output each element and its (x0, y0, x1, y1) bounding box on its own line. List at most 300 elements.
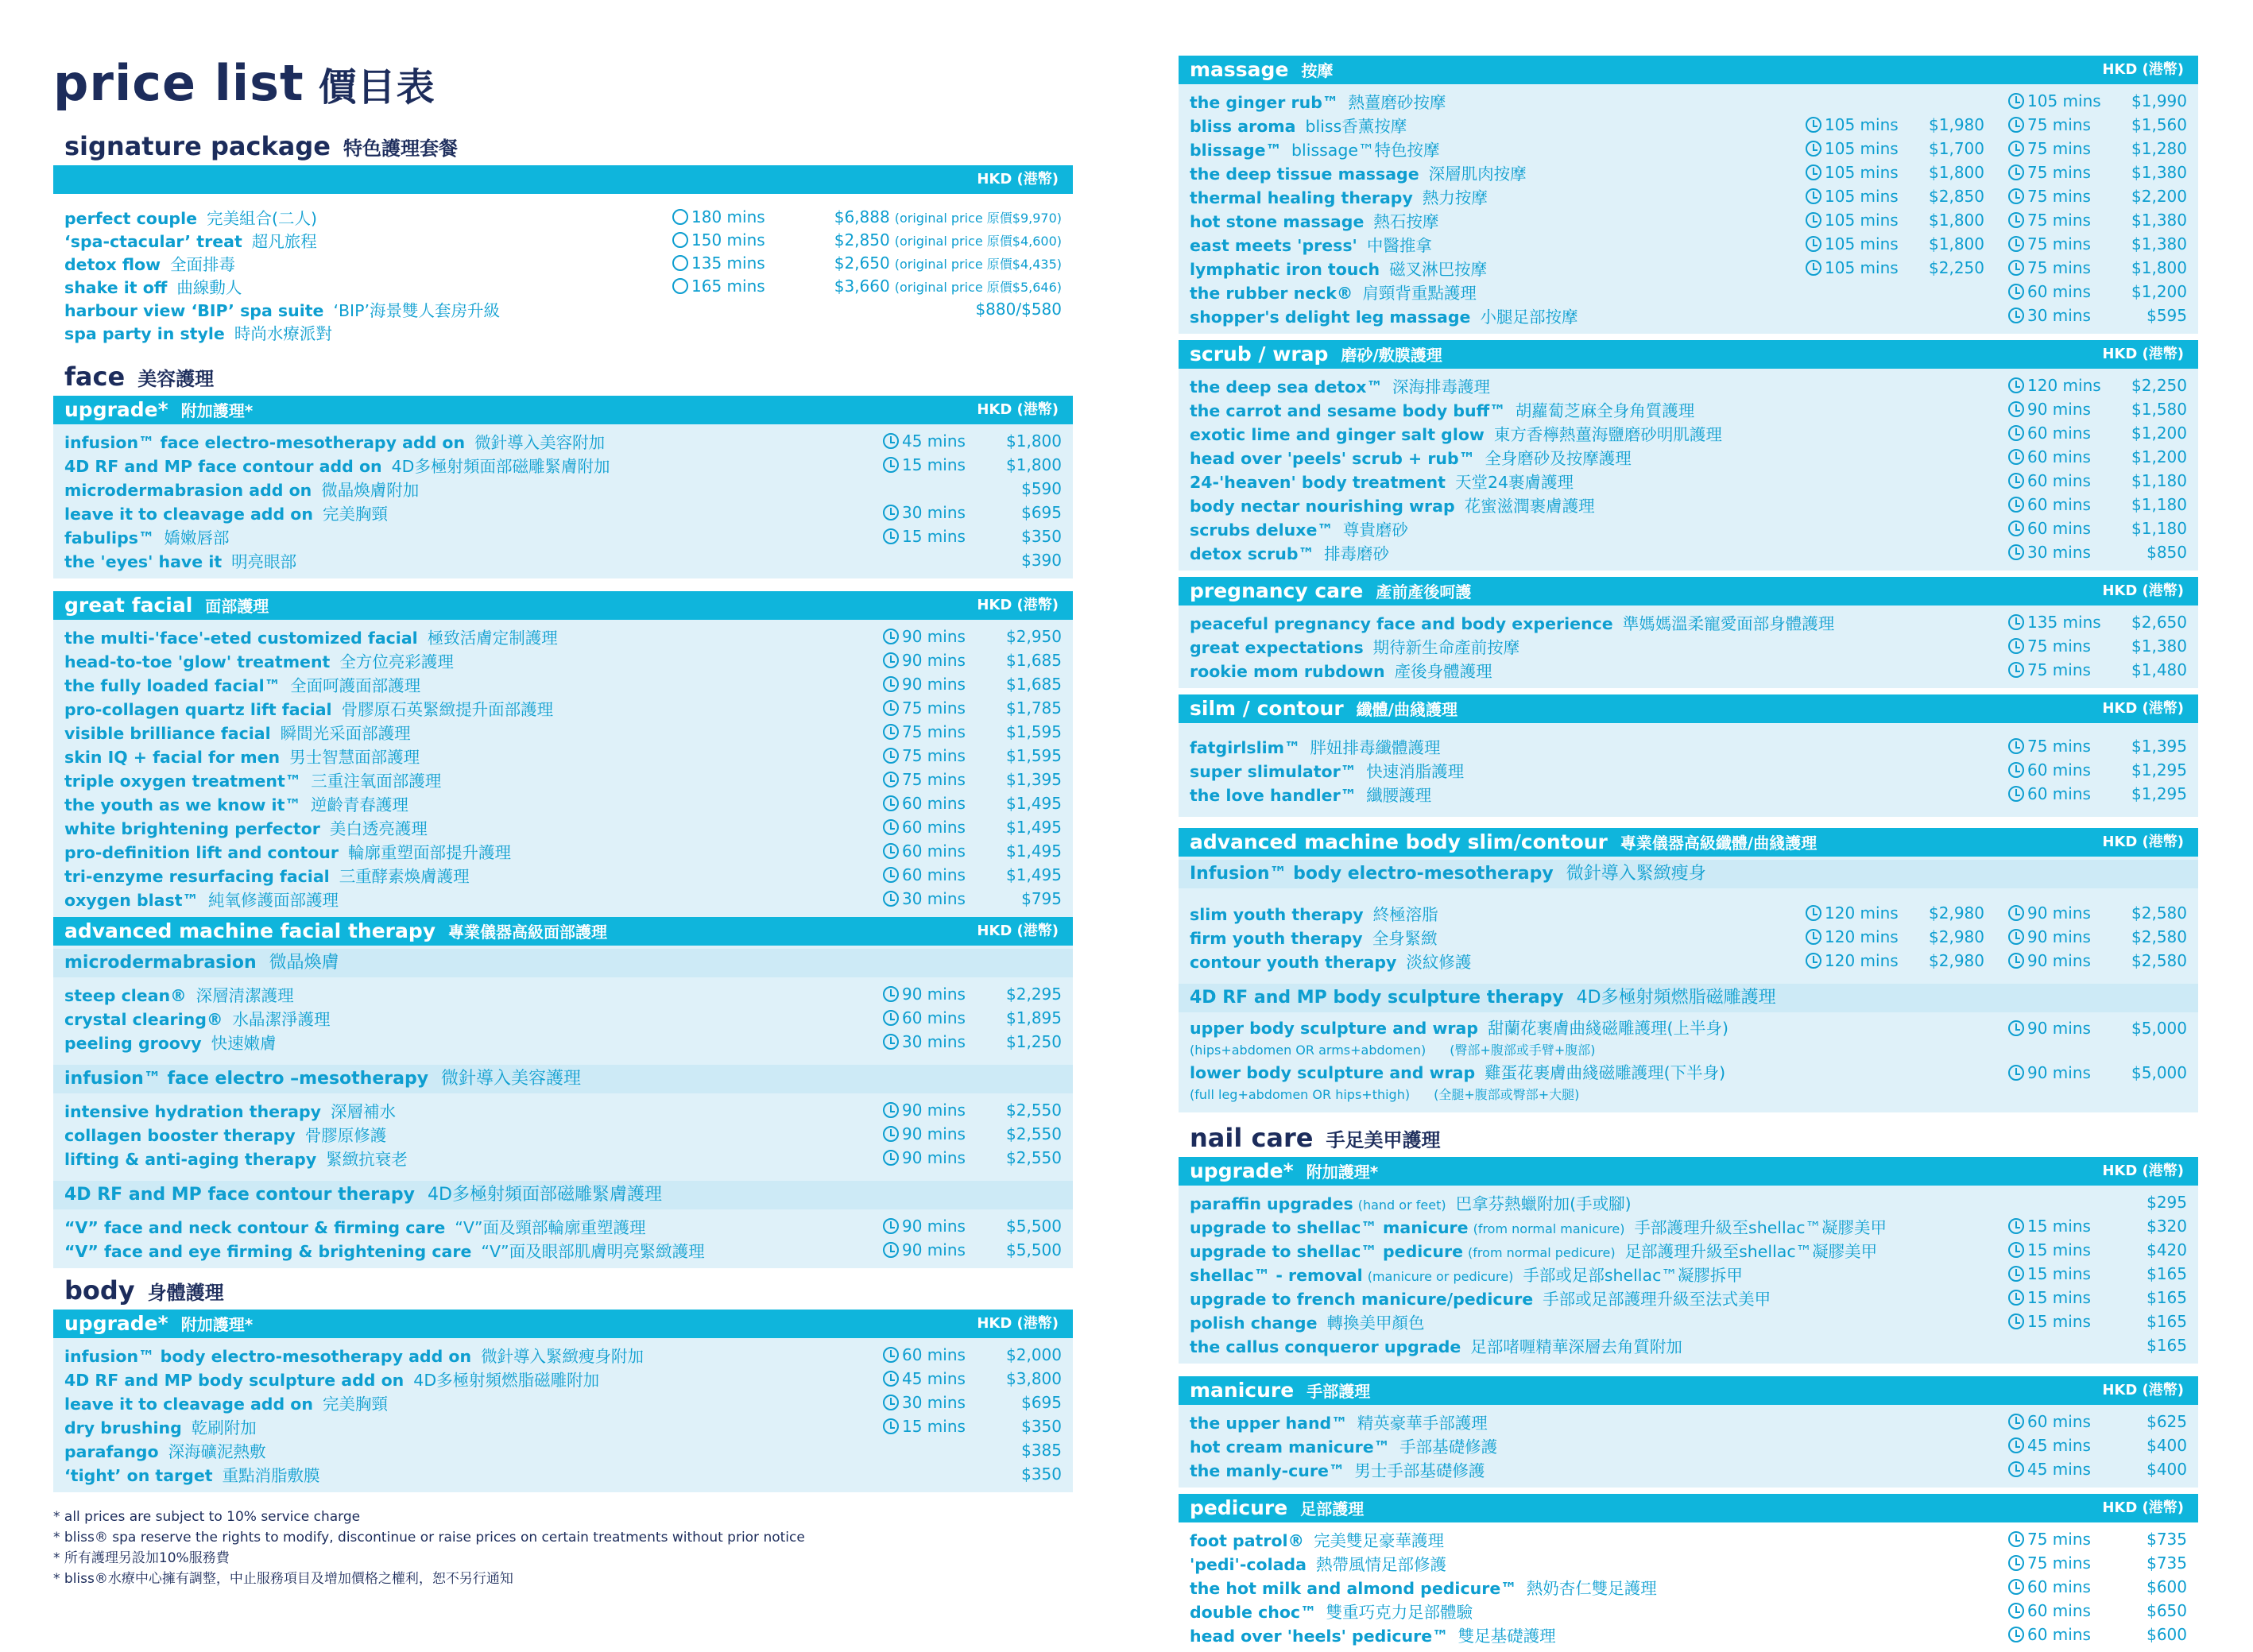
subheading-4d-body: 4D RF and MP body sculpture therapy 4D多極射頻燃脂磁雕護理 (1179, 984, 2198, 1012)
price-cell (883, 503, 1062, 522)
duration-text: 90 mins (2027, 1019, 2091, 1038)
price-text: $1,180 (2131, 471, 2187, 490)
treatment-row (53, 501, 1073, 524)
treatment-name-zh: 全面呵護面部護理 (290, 676, 421, 695)
treatment-name (64, 720, 883, 744)
price-text: $320 (2147, 1217, 2187, 1236)
duration (2008, 1264, 2091, 1283)
price-text: $1,380 (2131, 636, 2187, 656)
signature-price (672, 253, 1062, 273)
duration-text: 60 mins (2027, 1412, 2091, 1431)
treatment-name-en: the manly-cure™ (1190, 1461, 1345, 1480)
treatment-name (64, 1414, 883, 1438)
treatment-name-en: double choc™ (1190, 1603, 1317, 1622)
treatment-row (53, 863, 1073, 887)
treatment-row (1179, 137, 2198, 161)
duration (2008, 187, 2091, 206)
treatment-name-zh: 小腿足部按摩 (1480, 308, 1578, 327)
clock-icon (2008, 141, 2024, 157)
clock-icon (883, 1150, 899, 1166)
treatment-name-zh: “V”面及眼部肌膚明亮緊緻護理 (481, 1242, 705, 1261)
footnote: * bliss® spa reserve the rights to modify, discontinue or raise prices on certain treatments without prior notice (53, 1530, 805, 1546)
price-text: $1,295 (2131, 760, 2187, 780)
treatment-name-en: the 'eyes' have it (64, 552, 223, 571)
price-text: $1,380 (2131, 211, 2187, 230)
treatment-row (53, 648, 1073, 672)
price-cell (2008, 1436, 2187, 1455)
duration (2008, 1288, 2091, 1307)
clock-icon (2008, 473, 2024, 489)
clock-icon (1806, 260, 1821, 276)
duration-text: 45 mins (902, 431, 966, 451)
price-cell (1806, 187, 1984, 206)
duration-text: 75 mins (902, 770, 966, 789)
footnote: * 所有護理另設加10%服務費 (53, 1550, 230, 1566)
duration (2008, 163, 2091, 182)
scrub-list (1179, 369, 2198, 571)
treatment-name-en: ‘spa-ctacular’ treat (64, 231, 242, 251)
duration-text: 30 mins (2027, 543, 2091, 562)
clock-icon (2008, 1065, 2024, 1081)
treatment-name (1190, 1623, 2008, 1646)
duration (672, 253, 771, 273)
treatment-name-zh: 中醫推拿 (1366, 236, 1432, 255)
duration-text: 75 mins (2027, 1530, 2091, 1549)
duration (1806, 163, 1899, 182)
treatment-row (1179, 925, 2198, 949)
treatment-row (1179, 540, 2198, 564)
price-cell (2008, 163, 2187, 182)
duration (2008, 139, 2091, 158)
price-text: $295 (2147, 1193, 2187, 1212)
treatment-row (1179, 373, 2198, 397)
price-cell (883, 865, 1062, 884)
price-text: $735 (2147, 1553, 2187, 1573)
duration (883, 1345, 966, 1364)
section-heading-nail: nail care 手足美甲護理 (1190, 1123, 1441, 1153)
duration-text: 15 mins (902, 527, 966, 546)
clock-icon (2008, 1290, 2024, 1306)
treatment-name-en: peaceful pregnancy face and body experience (1190, 614, 1613, 633)
clock-icon (2008, 786, 2024, 802)
price-value (771, 207, 1062, 226)
duration-text: 75 mins (2027, 1553, 2091, 1573)
treatment-name-zh: 東方香檸熱薑海鹽磨砂明肌護理 (1493, 425, 1722, 444)
treatment-row (53, 1006, 1073, 1030)
clock-icon (883, 1371, 899, 1387)
price-cell (1806, 951, 1984, 970)
duration-text: 105 mins (1825, 258, 1899, 277)
machine-facial-list (53, 946, 1073, 1268)
treatment-name-zh: 手部基礎修護 (1399, 1437, 1498, 1457)
price-value (771, 300, 1062, 319)
footnote: * all prices are subject to 10% service charge (53, 1509, 361, 1525)
treatment-name-en: skin IQ + facial for men (64, 748, 281, 767)
treatment-row (53, 429, 1073, 453)
treatment-row (53, 815, 1073, 839)
clock-icon (2008, 164, 2024, 180)
clock-icon (2008, 929, 2024, 945)
clock-icon (883, 867, 899, 883)
treatment-row (1179, 421, 2198, 445)
treatment-name-zh: 尊貴磨砂 (1342, 520, 1408, 540)
price-text: $2,850 (1929, 187, 1984, 206)
clock-icon (883, 1418, 899, 1434)
treatment-row (1179, 113, 2198, 137)
treatment-name-en: detox flow (64, 254, 161, 274)
duration-text: 45 mins (2027, 1460, 2091, 1479)
treatment-row (1179, 397, 2198, 421)
treatment-name (1190, 782, 2008, 806)
treatment-name-en: crystal clearing® (64, 1010, 223, 1029)
price-cell (1806, 234, 1984, 253)
clock-icon (672, 209, 688, 225)
clock-icon (2008, 236, 2024, 252)
price-text: $1,200 (2131, 447, 2187, 466)
treatment-name-zh: 轉換美甲顏色 (1326, 1313, 1425, 1333)
section-heading-body: body 身體護理 (64, 1275, 224, 1306)
clock-icon (883, 1347, 899, 1363)
treatment-row (1179, 1017, 2198, 1062)
treatment-name-en: leave it to cleavage add on (64, 1395, 313, 1414)
price-cell (2008, 927, 2187, 946)
treatment-name-zh: 肩頸背重點護理 (1362, 284, 1477, 303)
treatment-name-zh: 逆齡青春護理 (310, 795, 408, 814)
price-text: $400 (2147, 1436, 2187, 1455)
duration (2008, 1312, 2091, 1331)
treatment-row (1179, 1575, 2198, 1599)
treatment-row (53, 1414, 1073, 1438)
duration-text: 75 mins (2027, 211, 2091, 230)
machine-body-bar: advanced machine body slim/contour 專業儀器高級纖體/曲綫護理 HKD (港幣) (1179, 828, 2198, 857)
treatment-name (64, 696, 883, 720)
duration (2008, 613, 2101, 632)
treatment-row (1179, 1214, 2198, 1238)
treatment-name (64, 297, 672, 321)
price-text: $1,200 (2131, 282, 2187, 301)
treatment-name-en: bliss aroma (1190, 117, 1296, 136)
signature-row (53, 297, 1073, 320)
treatment-name-en: 4D RF and MP face contour add on (64, 457, 382, 476)
great-facial-bar: great facial 面部護理 HKD (港幣) (53, 591, 1073, 620)
treatment-name-zh: 手部或足部護理升級至法式美甲 (1543, 1290, 1771, 1309)
treatment-name (1190, 1262, 2008, 1286)
price-cell (2008, 306, 2187, 325)
duration-text: 75 mins (2027, 660, 2091, 679)
pedicure-bar: pedicure 足部護理 HKD (港幣) (1179, 1494, 2198, 1522)
price-text: $695 (1021, 503, 1062, 522)
treatment-name-en: body nectar nourishing wrap (1190, 497, 1455, 516)
treatment-name-en: dry brushing (64, 1418, 182, 1437)
price-text: $1,595 (1006, 722, 1062, 741)
treatment-name-zh: 三重注氧面部護理 (311, 772, 442, 791)
duration-text: 15 mins (902, 1417, 966, 1436)
nail-upgrade-list (1179, 1186, 2198, 1364)
price-text: $350 (1021, 1417, 1062, 1436)
price-text: $1,990 (2131, 91, 2187, 110)
price-cell (883, 1393, 1062, 1412)
clock-icon (2008, 377, 2024, 393)
price-cell (883, 551, 1062, 570)
treatment-row (1179, 493, 2198, 516)
duration-text: 60 mins (2027, 282, 2091, 301)
duration (2008, 1460, 2091, 1479)
treatment-name (64, 548, 883, 572)
treatment-name-zh: 三重酵素煥膚護理 (339, 867, 470, 886)
duration (2008, 1530, 2091, 1549)
treatment-name-en: white brightening perfector (64, 819, 320, 838)
treatment-name-zh: 熱奶杏仁雙足護理 (1526, 1579, 1657, 1598)
clock-icon (2008, 188, 2024, 204)
price-text: $1,200 (2131, 424, 2187, 443)
clock-icon (2008, 638, 2024, 654)
clock-icon (2008, 953, 2024, 969)
price-cell (1806, 258, 1984, 277)
price-cell (883, 1008, 1062, 1027)
duration-text: 60 mins (2027, 471, 2091, 490)
treatment-name-en: scrubs deluxe™ (1190, 520, 1334, 540)
treatment-note: (manicure or pedicure) (1367, 1269, 1514, 1284)
treatment-row (53, 524, 1073, 548)
duration (1806, 139, 1899, 158)
treatment-name-zh: 手部護理升級至shellac™凝膠美甲 (1634, 1218, 1887, 1237)
price-cell (2008, 636, 2187, 656)
duration (1806, 903, 1899, 923)
price-cell (2008, 400, 2187, 419)
treatment-name (1190, 1238, 2008, 1262)
treatment-row (53, 548, 1073, 572)
treatment-name-zh: 深層補水 (331, 1102, 397, 1121)
duration-text: 60 mins (2027, 495, 2091, 514)
treatment-name-en: east meets 'press' (1190, 236, 1357, 255)
treatment-name-zh: 極致活膚定制護理 (427, 629, 558, 648)
duration (883, 675, 966, 694)
treatment-name-zh: 排毒磨砂 (1324, 544, 1390, 563)
price-text: $1,560 (2131, 115, 2187, 134)
treatment-name-en: lower body sculpture and wrap (1190, 1063, 1476, 1082)
treatment-name (64, 1462, 883, 1486)
treatment-row (53, 1030, 1073, 1054)
duration (2008, 495, 2091, 514)
duration (883, 431, 966, 451)
treatment-row (53, 1438, 1073, 1462)
signature-row (53, 251, 1073, 274)
price-text: $1,595 (1006, 746, 1062, 765)
duration (883, 818, 966, 837)
face-upgrade-bar: upgrade* 附加護理* HKD (港幣) (53, 396, 1073, 424)
price-text: $3,800 (1006, 1369, 1062, 1388)
original-price: (original price 原價$9,970) (894, 210, 1062, 226)
treatment-name (64, 815, 883, 839)
treatment-name (1190, 184, 1806, 208)
treatment-name-en: the upper hand™ (1190, 1414, 1348, 1433)
treatment-name-en: visible brilliance facial (64, 724, 271, 743)
price-cell (883, 841, 1062, 861)
price-text: $1,685 (1006, 651, 1062, 670)
duration-text: 105 mins (1825, 187, 1899, 206)
price-cell (883, 889, 1062, 908)
treatment-name-zh: 男士手部基礎修護 (1354, 1461, 1485, 1480)
clock-icon (2008, 1414, 2024, 1430)
nail-upgrade-bar: upgrade* 附加護理* HKD (港幣) (1179, 1157, 2198, 1186)
treatment-note: (hand or feet) (1357, 1197, 1446, 1213)
price-text: $625 (2147, 1412, 2187, 1431)
clock-icon (1806, 188, 1821, 204)
treatment-name-en: the callus conqueror upgrade (1190, 1337, 1461, 1356)
price-text: $2,250 (2131, 376, 2187, 395)
treatment-name-zh: 足部啫喱精華深層去角質附加 (1470, 1337, 1682, 1356)
duration-text: 60 mins (2027, 784, 2091, 803)
treatment-name-zh: 骨膠原石英緊緻提升面部護理 (341, 700, 554, 719)
treatment-name-zh: 完美雙足豪華護理 (1314, 1531, 1445, 1550)
treatment-name (1190, 758, 2008, 782)
clock-icon (2008, 1020, 2024, 1036)
treatment-row (1179, 1062, 2198, 1106)
treatment-name-zh: 深層清潔護理 (195, 986, 294, 1005)
clock-icon (883, 700, 899, 716)
treatment-name (64, 1030, 883, 1054)
price-cell (1806, 163, 1984, 182)
clock-icon (1806, 236, 1821, 252)
treatment-row (1179, 1527, 2198, 1551)
signature-bar: HKD (港幣) (53, 165, 1073, 194)
price-cell (2008, 211, 2187, 230)
treatment-name-zh: 緊緻抗衰老 (326, 1150, 408, 1169)
signature-row (53, 320, 1073, 343)
treatment-name-zh: 胡蘿蔔芝麻全身角質護理 (1515, 401, 1695, 420)
duration-text: 90 mins (902, 1217, 966, 1236)
duration-text: 150 mins (691, 230, 765, 250)
treatment-name-en: spa party in style (64, 323, 225, 343)
duration-text: 60 mins (2027, 424, 2091, 443)
treatment-name-en: shellac™ - removal (1190, 1266, 1363, 1285)
treatment-name-zh: 瞬間光采面部護理 (280, 724, 411, 743)
clock-icon (2008, 762, 2024, 778)
clock-icon (2008, 308, 2024, 323)
treatment-name-zh: 水晶潔淨護理 (232, 1010, 331, 1029)
price-cell (883, 1217, 1062, 1236)
treatment-name-zh: 巴拿芬熱蠟附加(手或腳) (1455, 1194, 1632, 1213)
subheading-infusion-body: Infusion™ body electro-mesotherapy 微針導入緊緻瘦身 (1179, 860, 2198, 888)
price-text: $1,785 (1006, 698, 1062, 718)
duration-text: 120 mins (2027, 376, 2101, 395)
slim-bar: silm / contour 纖體/曲綫護理 HKD (港幣) (1179, 694, 2198, 723)
price-cell (2008, 1240, 2187, 1259)
treatment-name (64, 477, 883, 501)
duration-text: 75 mins (2027, 187, 2091, 206)
clock-icon (2008, 284, 2024, 300)
treatment-name-zh: 手部或足部shellac™凝膠拆甲 (1523, 1266, 1743, 1285)
clock-icon (2008, 1603, 2024, 1619)
duration (2008, 784, 2091, 803)
price-cell (883, 1417, 1062, 1436)
treatment-name (1190, 925, 1806, 949)
price-cell (883, 818, 1062, 837)
price-text: $695 (1021, 1393, 1062, 1412)
treatment-line (1190, 1062, 2008, 1084)
duration-text: 45 mins (2027, 1436, 2091, 1455)
clock-icon (2008, 614, 2024, 630)
price-text: $2,000 (1006, 1345, 1062, 1364)
duration-text: 90 mins (902, 1101, 966, 1120)
price-text: $735 (2147, 1530, 2187, 1549)
clock-icon (1806, 164, 1821, 180)
price-cell (2008, 760, 2187, 780)
treatment-name-zh: 雙重巧克力足部體驗 (1326, 1603, 1473, 1622)
price-cell (2008, 495, 2187, 514)
clock-icon (1806, 117, 1821, 133)
treatment-name-en: super slimulator™ (1190, 762, 1357, 781)
slim-list (1179, 723, 2198, 817)
machine-body-list (1179, 857, 2198, 1112)
treatment-name-en: hot stone massage (1190, 212, 1365, 231)
duration-text: 90 mins (902, 675, 966, 694)
treatment-name (64, 839, 883, 863)
price-text: $1,380 (2131, 234, 2187, 253)
treatment-name (1190, 1062, 2008, 1103)
treatment-name (64, 887, 883, 911)
treatment-name-zh: 熱帶風情足部修護 (1315, 1555, 1446, 1574)
treatment-name (1190, 1575, 2008, 1599)
treatment-name-zh: 全身磨砂及按摩護理 (1485, 449, 1632, 468)
treatment-name-en: ‘tight’ on target (64, 1466, 213, 1485)
duration (1806, 211, 1899, 230)
duration (883, 889, 966, 908)
price-text: $850 (2147, 543, 2187, 562)
price-text: $2,295 (1006, 985, 1062, 1004)
duration-text: 90 mins (2027, 951, 2091, 970)
price-cell (1806, 927, 1984, 946)
treatment-name (64, 672, 883, 696)
price-text: $1,395 (2131, 737, 2187, 756)
price-cell (883, 770, 1062, 789)
treatment-name-zh: 產後身體護理 (1394, 662, 1492, 681)
treatment-row (1179, 1599, 2198, 1623)
price-cell (2008, 1063, 2187, 1082)
treatment-name-zh: 全身緊緻 (1372, 929, 1438, 948)
treatment-name (64, 228, 672, 252)
duration (2008, 519, 2091, 538)
duration (883, 455, 966, 474)
duration (2008, 636, 2091, 656)
price-text: $165 (2147, 1312, 2187, 1331)
subheading-microdermabrasion: microdermabrasion 微晶煥膚 (53, 949, 1073, 977)
duration (2008, 211, 2091, 230)
treatment-name-en: blissage™ (1190, 141, 1283, 160)
duration (883, 1393, 966, 1412)
treatment-row (53, 839, 1073, 863)
original-price: (original price 原價$5,646) (894, 279, 1062, 295)
treatment-name (1190, 540, 2008, 564)
clock-icon (1806, 905, 1821, 921)
price-text: $595 (2147, 306, 2187, 325)
clock-icon (672, 232, 688, 248)
treatment-name (64, 1343, 883, 1367)
duration-text: 105 mins (1825, 139, 1899, 158)
treatment-name-en: collagen booster therapy (64, 1126, 296, 1145)
right-column (1179, 0, 2198, 1652)
treatment-row (1179, 469, 2198, 493)
price-cell (883, 1464, 1062, 1484)
treatment-name-zh: 快速嫩膚 (211, 1034, 277, 1053)
treatment-note: (from normal manicure) (1473, 1221, 1625, 1236)
price-cell (883, 479, 1062, 498)
duration (1806, 951, 1899, 970)
treatment-row (1179, 610, 2198, 634)
treatment-name (1190, 516, 2008, 540)
duration-text: 90 mins (902, 1124, 966, 1143)
massage-list (1179, 84, 2198, 334)
